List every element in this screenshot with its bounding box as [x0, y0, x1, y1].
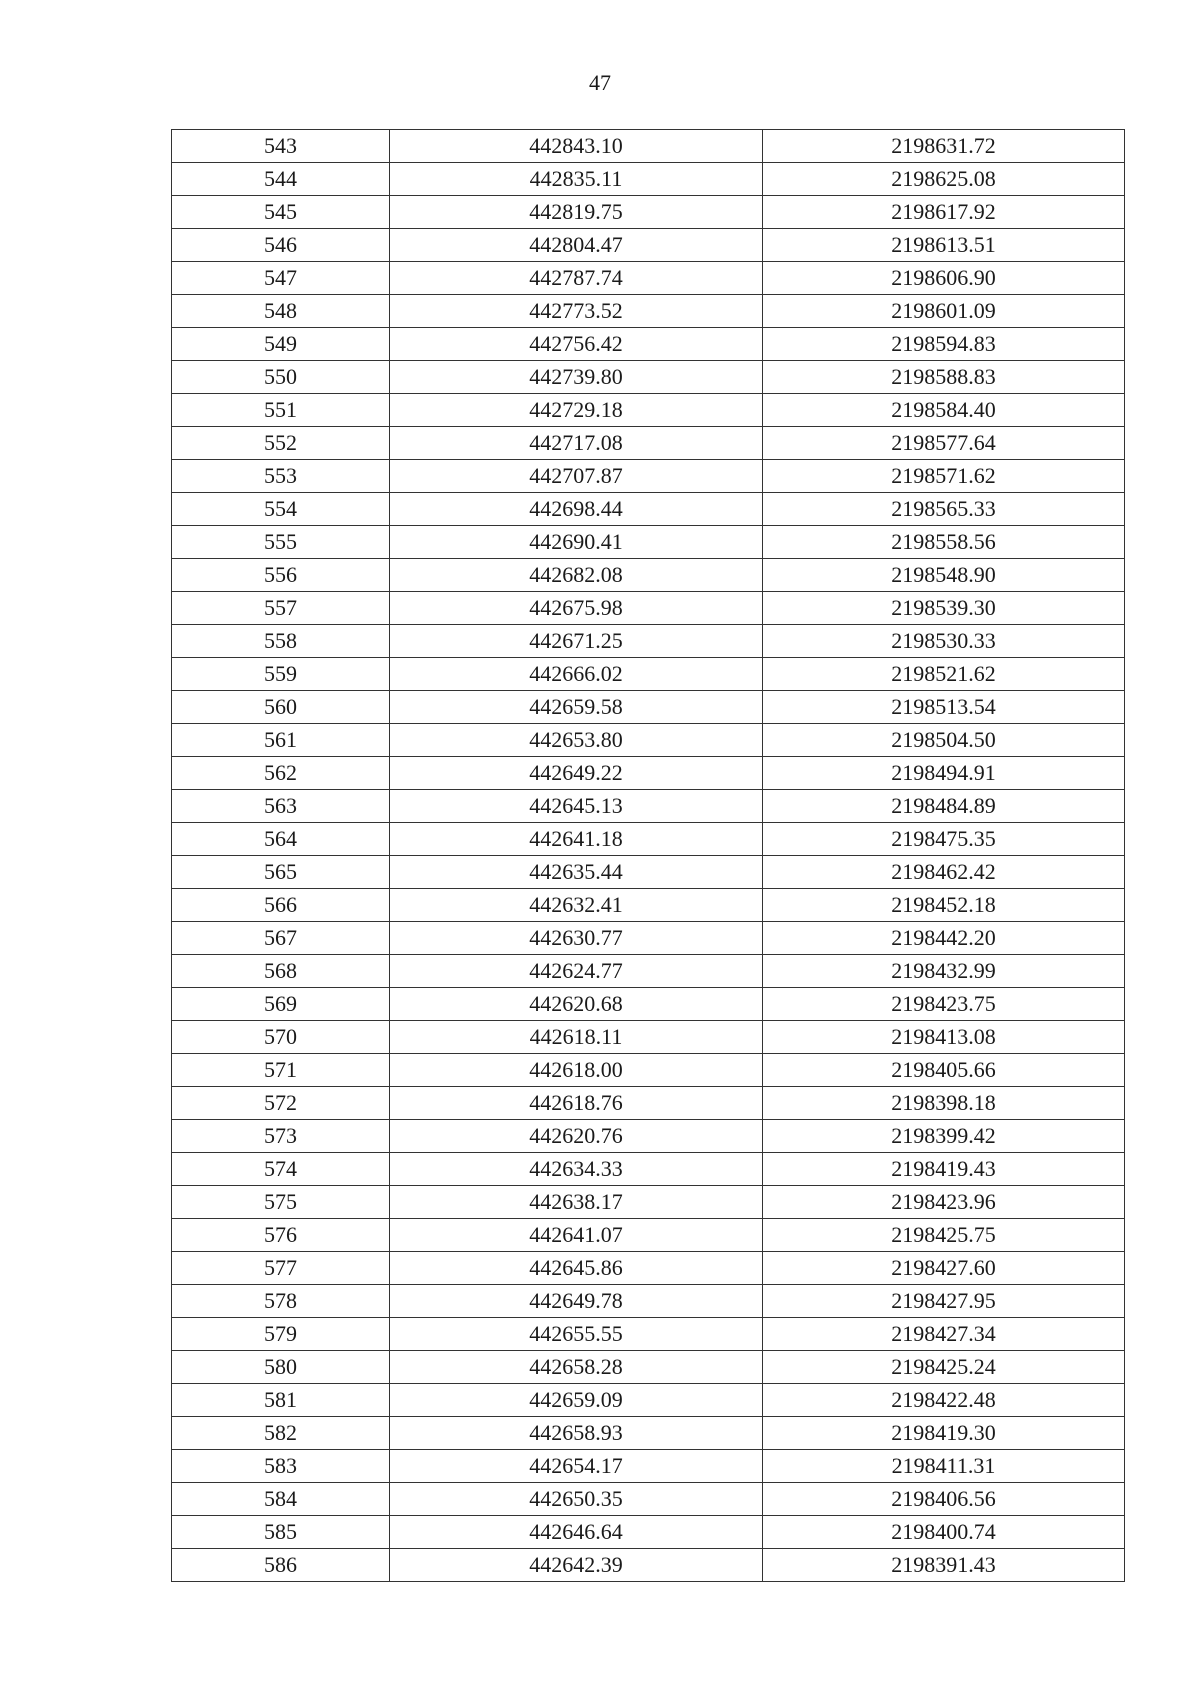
table-row: [172, 790, 1125, 823]
x-coordinate-cell: 442843.10: [390, 130, 763, 163]
y-coordinate-cell: 2198521.62: [763, 658, 1125, 691]
x-coordinate-cell: 442650.35: [390, 1483, 763, 1516]
point-number-cell: 555: [172, 526, 390, 559]
x-coordinate-cell: 442655.55: [390, 1318, 763, 1351]
table-row: [172, 460, 1125, 493]
table-row: [172, 130, 1125, 163]
table-row: [172, 1252, 1125, 1285]
point-number-cell: 565: [172, 856, 390, 889]
x-coordinate-cell: 442835.11: [390, 163, 763, 196]
x-coordinate-cell: 442618.11: [390, 1021, 763, 1054]
table-row: [172, 724, 1125, 757]
y-coordinate-cell: 2198539.30: [763, 592, 1125, 625]
table-row: [172, 1516, 1125, 1549]
y-coordinate-cell: 2198413.08: [763, 1021, 1125, 1054]
y-coordinate-cell: 2198571.62: [763, 460, 1125, 493]
y-coordinate-cell: 2198423.75: [763, 988, 1125, 1021]
y-coordinate-cell: 2198548.90: [763, 559, 1125, 592]
table-row: [172, 1549, 1125, 1582]
table-row: [172, 658, 1125, 691]
x-coordinate-cell: 442658.28: [390, 1351, 763, 1384]
x-coordinate-cell: 442638.17: [390, 1186, 763, 1219]
table-row: [172, 1054, 1125, 1087]
y-coordinate-cell: 2198584.40: [763, 394, 1125, 427]
x-coordinate-cell: 442756.42: [390, 328, 763, 361]
table-row: [172, 196, 1125, 229]
coordinates-table-body: [172, 130, 1125, 1582]
table-row: [172, 1450, 1125, 1483]
x-coordinate-cell: 442729.18: [390, 394, 763, 427]
y-coordinate-cell: 2198513.54: [763, 691, 1125, 724]
point-number-cell: 582: [172, 1417, 390, 1450]
point-number-cell: 574: [172, 1153, 390, 1186]
x-coordinate-cell: 442618.76: [390, 1087, 763, 1120]
table-row: [172, 1483, 1125, 1516]
y-coordinate-cell: 2198452.18: [763, 889, 1125, 922]
table-row: [172, 262, 1125, 295]
table-row: [172, 757, 1125, 790]
x-coordinate-cell: 442698.44: [390, 493, 763, 526]
table-row: [172, 1351, 1125, 1384]
table-row: [172, 1219, 1125, 1252]
table-row: [172, 559, 1125, 592]
point-number-cell: 546: [172, 229, 390, 262]
y-coordinate-cell: 2198484.89: [763, 790, 1125, 823]
y-coordinate-cell: 2198558.56: [763, 526, 1125, 559]
y-coordinate-cell: 2198406.56: [763, 1483, 1125, 1516]
table-row: [172, 1186, 1125, 1219]
point-number-cell: 571: [172, 1054, 390, 1087]
x-coordinate-cell: 442620.68: [390, 988, 763, 1021]
x-coordinate-cell: 442739.80: [390, 361, 763, 394]
y-coordinate-cell: 2198577.64: [763, 427, 1125, 460]
point-number-cell: 583: [172, 1450, 390, 1483]
point-number-cell: 553: [172, 460, 390, 493]
table-row: [172, 625, 1125, 658]
table-row: [172, 394, 1125, 427]
y-coordinate-cell: 2198462.42: [763, 856, 1125, 889]
table-row: [172, 922, 1125, 955]
point-number-cell: 556: [172, 559, 390, 592]
point-number-cell: 563: [172, 790, 390, 823]
point-number-cell: 577: [172, 1252, 390, 1285]
table-row: [172, 1120, 1125, 1153]
y-coordinate-cell: 2198427.34: [763, 1318, 1125, 1351]
x-coordinate-cell: 442641.07: [390, 1219, 763, 1252]
y-coordinate-cell: 2198504.50: [763, 724, 1125, 757]
x-coordinate-cell: 442634.33: [390, 1153, 763, 1186]
y-coordinate-cell: 2198422.48: [763, 1384, 1125, 1417]
point-number-cell: 585: [172, 1516, 390, 1549]
coordinates-table: [171, 129, 1125, 1582]
y-coordinate-cell: 2198425.75: [763, 1219, 1125, 1252]
point-number-cell: 547: [172, 262, 390, 295]
point-number-cell: 543: [172, 130, 390, 163]
table-row: [172, 328, 1125, 361]
point-number-cell: 567: [172, 922, 390, 955]
table-row: [172, 1285, 1125, 1318]
y-coordinate-cell: 2198601.09: [763, 295, 1125, 328]
x-coordinate-cell: 442666.02: [390, 658, 763, 691]
point-number-cell: 559: [172, 658, 390, 691]
y-coordinate-cell: 2198494.91: [763, 757, 1125, 790]
x-coordinate-cell: 442773.52: [390, 295, 763, 328]
point-number-cell: 572: [172, 1087, 390, 1120]
y-coordinate-cell: 2198606.90: [763, 262, 1125, 295]
point-number-cell: 581: [172, 1384, 390, 1417]
point-number-cell: 575: [172, 1186, 390, 1219]
point-number-cell: 568: [172, 955, 390, 988]
y-coordinate-cell: 2198427.60: [763, 1252, 1125, 1285]
table-row: [172, 823, 1125, 856]
point-number-cell: 570: [172, 1021, 390, 1054]
table-row: [172, 988, 1125, 1021]
point-number-cell: 549: [172, 328, 390, 361]
x-coordinate-cell: 442620.76: [390, 1120, 763, 1153]
table-row: [172, 1087, 1125, 1120]
x-coordinate-cell: 442659.09: [390, 1384, 763, 1417]
table-row: [172, 361, 1125, 394]
x-coordinate-cell: 442804.47: [390, 229, 763, 262]
y-coordinate-cell: 2198613.51: [763, 229, 1125, 262]
x-coordinate-cell: 442641.18: [390, 823, 763, 856]
y-coordinate-cell: 2198425.24: [763, 1351, 1125, 1384]
table-row: [172, 856, 1125, 889]
x-coordinate-cell: 442635.44: [390, 856, 763, 889]
y-coordinate-cell: 2198625.08: [763, 163, 1125, 196]
point-number-cell: 578: [172, 1285, 390, 1318]
x-coordinate-cell: 442618.00: [390, 1054, 763, 1087]
table-row: [172, 889, 1125, 922]
y-coordinate-cell: 2198594.83: [763, 328, 1125, 361]
y-coordinate-cell: 2198530.33: [763, 625, 1125, 658]
point-number-cell: 580: [172, 1351, 390, 1384]
table-row: [172, 163, 1125, 196]
y-coordinate-cell: 2198411.31: [763, 1450, 1125, 1483]
table-row: [172, 526, 1125, 559]
y-coordinate-cell: 2198400.74: [763, 1516, 1125, 1549]
x-coordinate-cell: 442645.86: [390, 1252, 763, 1285]
y-coordinate-cell: 2198475.35: [763, 823, 1125, 856]
table-row: [172, 592, 1125, 625]
point-number-cell: 550: [172, 361, 390, 394]
page-number: 47: [589, 70, 611, 95]
y-coordinate-cell: 2198432.99: [763, 955, 1125, 988]
y-coordinate-cell: 2198427.95: [763, 1285, 1125, 1318]
point-number-cell: 573: [172, 1120, 390, 1153]
x-coordinate-cell: 442658.93: [390, 1417, 763, 1450]
y-coordinate-cell: 2198588.83: [763, 361, 1125, 394]
x-coordinate-cell: 442717.08: [390, 427, 763, 460]
x-coordinate-cell: 442787.74: [390, 262, 763, 295]
y-coordinate-cell: 2198617.92: [763, 196, 1125, 229]
table-row: [172, 955, 1125, 988]
y-coordinate-cell: 2198419.30: [763, 1417, 1125, 1450]
x-coordinate-cell: 442642.39: [390, 1549, 763, 1582]
x-coordinate-cell: 442632.41: [390, 889, 763, 922]
x-coordinate-cell: 442624.77: [390, 955, 763, 988]
point-number-cell: 584: [172, 1483, 390, 1516]
point-number-cell: 560: [172, 691, 390, 724]
x-coordinate-cell: 442646.64: [390, 1516, 763, 1549]
point-number-cell: 554: [172, 493, 390, 526]
point-number-cell: 586: [172, 1549, 390, 1582]
y-coordinate-cell: 2198423.96: [763, 1186, 1125, 1219]
point-number-cell: 558: [172, 625, 390, 658]
x-coordinate-cell: 442649.22: [390, 757, 763, 790]
y-coordinate-cell: 2198442.20: [763, 922, 1125, 955]
x-coordinate-cell: 442649.78: [390, 1285, 763, 1318]
point-number-cell: 552: [172, 427, 390, 460]
x-coordinate-cell: 442630.77: [390, 922, 763, 955]
x-coordinate-cell: 442654.17: [390, 1450, 763, 1483]
point-number-cell: 579: [172, 1318, 390, 1351]
point-number-cell: 576: [172, 1219, 390, 1252]
point-number-cell: 557: [172, 592, 390, 625]
x-coordinate-cell: 442659.58: [390, 691, 763, 724]
point-number-cell: 551: [172, 394, 390, 427]
y-coordinate-cell: 2198631.72: [763, 130, 1125, 163]
x-coordinate-cell: 442682.08: [390, 559, 763, 592]
y-coordinate-cell: 2198399.42: [763, 1120, 1125, 1153]
y-coordinate-cell: 2198565.33: [763, 493, 1125, 526]
table-row: [172, 1318, 1125, 1351]
point-number-cell: 564: [172, 823, 390, 856]
table-row: [172, 493, 1125, 526]
point-number-cell: 545: [172, 196, 390, 229]
table-row: [172, 229, 1125, 262]
table-row: [172, 1021, 1125, 1054]
table-row: [172, 691, 1125, 724]
table-row: [172, 1417, 1125, 1450]
y-coordinate-cell: 2198405.66: [763, 1054, 1125, 1087]
x-coordinate-cell: 442819.75: [390, 196, 763, 229]
y-coordinate-cell: 2198398.18: [763, 1087, 1125, 1120]
point-number-cell: 562: [172, 757, 390, 790]
table-row: [172, 1384, 1125, 1417]
point-number-cell: 566: [172, 889, 390, 922]
y-coordinate-cell: 2198391.43: [763, 1549, 1125, 1582]
table-row: [172, 427, 1125, 460]
x-coordinate-cell: 442653.80: [390, 724, 763, 757]
x-coordinate-cell: 442707.87: [390, 460, 763, 493]
point-number-cell: 544: [172, 163, 390, 196]
table-row: [172, 295, 1125, 328]
point-number-cell: 548: [172, 295, 390, 328]
x-coordinate-cell: 442645.13: [390, 790, 763, 823]
x-coordinate-cell: 442675.98: [390, 592, 763, 625]
y-coordinate-cell: 2198419.43: [763, 1153, 1125, 1186]
x-coordinate-cell: 442690.41: [390, 526, 763, 559]
table-row: [172, 1153, 1125, 1186]
x-coordinate-cell: 442671.25: [390, 625, 763, 658]
point-number-cell: 561: [172, 724, 390, 757]
point-number-cell: 569: [172, 988, 390, 1021]
